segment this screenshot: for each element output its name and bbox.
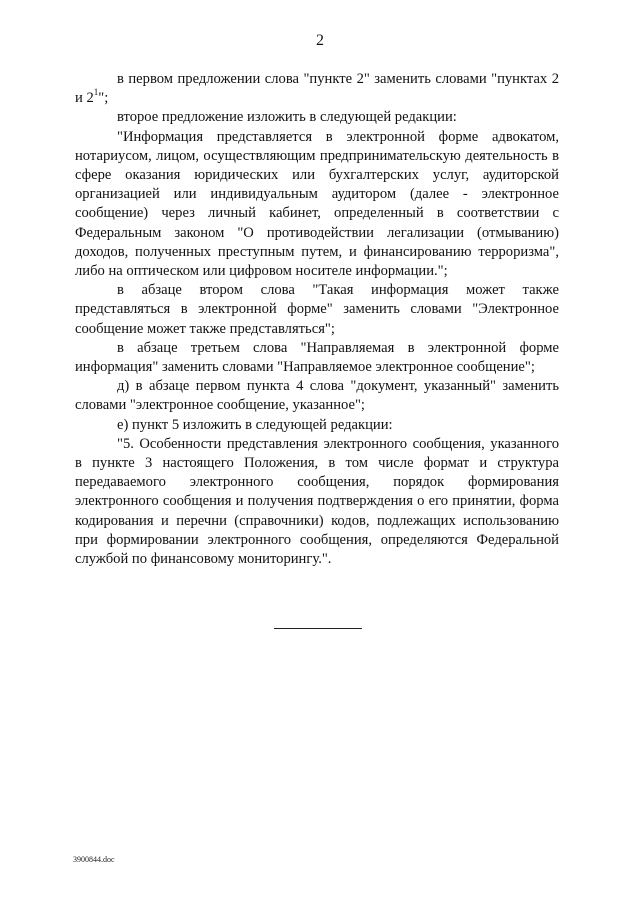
page-number: 2: [316, 32, 324, 49]
paragraph-6: д) в абзаце первом пункта 4 слова "документ, указанный" заменить словами "электронное сообщение, указанное";: [75, 378, 559, 414]
paragraph-7: е) пункт 5 изложить в следующей редакции:: [117, 416, 393, 433]
paragraph-text: в первом предложении слова "пункте 2" заменить словами "пунктах 2 и 2: [75, 71, 559, 107]
superscript: 1: [93, 87, 99, 98]
footer-document-code: 3900844.doc: [73, 855, 115, 864]
paragraph-text-tail: ";: [98, 90, 109, 107]
paragraph-4: в абзаце втором слова "Такая информация может также представляться в электронной форме" заменить словами "Электронное сообщение может также представляться";: [75, 282, 559, 337]
document-body: [75, 70, 559, 569]
paragraph-1: [75, 70, 559, 108]
end-separator-line: [274, 628, 362, 629]
paragraph-3: "Информация представляется в электронной форме адвокатом, нотариусом, лицом, осуществляющим предпринимательскую деятельность в сфере оказания юридических или бухгалтерских услуг, аудиторской организацией или индивидуальным аудитором (далее - электронное сообщение) через личный кабинет, определенный в соответствии с Федеральным законом "О противодействии легализации (отмыванию) доходов, полученных преступным путем, и финансированию терроризма", либо на оптическом или цифровом носителе информации.";: [75, 128, 559, 280]
paragraph-2: второе предложение изложить в следующей редакции:: [117, 109, 457, 126]
paragraph-5: в абзаце третьем слова "Направляемая в электронной форме информация" заменить словами "Направляемое электронное сообщение";: [75, 339, 559, 376]
paragraph-8: "5. Особенности представления электронного сообщения, указанного в пункте 3 настоящего Положения, в том числе формат и структура передаваемого электронного сообщения, порядок формирования электронного сообщения и получения подтверждения о его принятии, форма кодирования и перечни (справочники) кодов, подлежащих использованию при формировании электронного сообщения, определяются Федеральной службой по финансовому мониторингу.".: [75, 435, 559, 568]
